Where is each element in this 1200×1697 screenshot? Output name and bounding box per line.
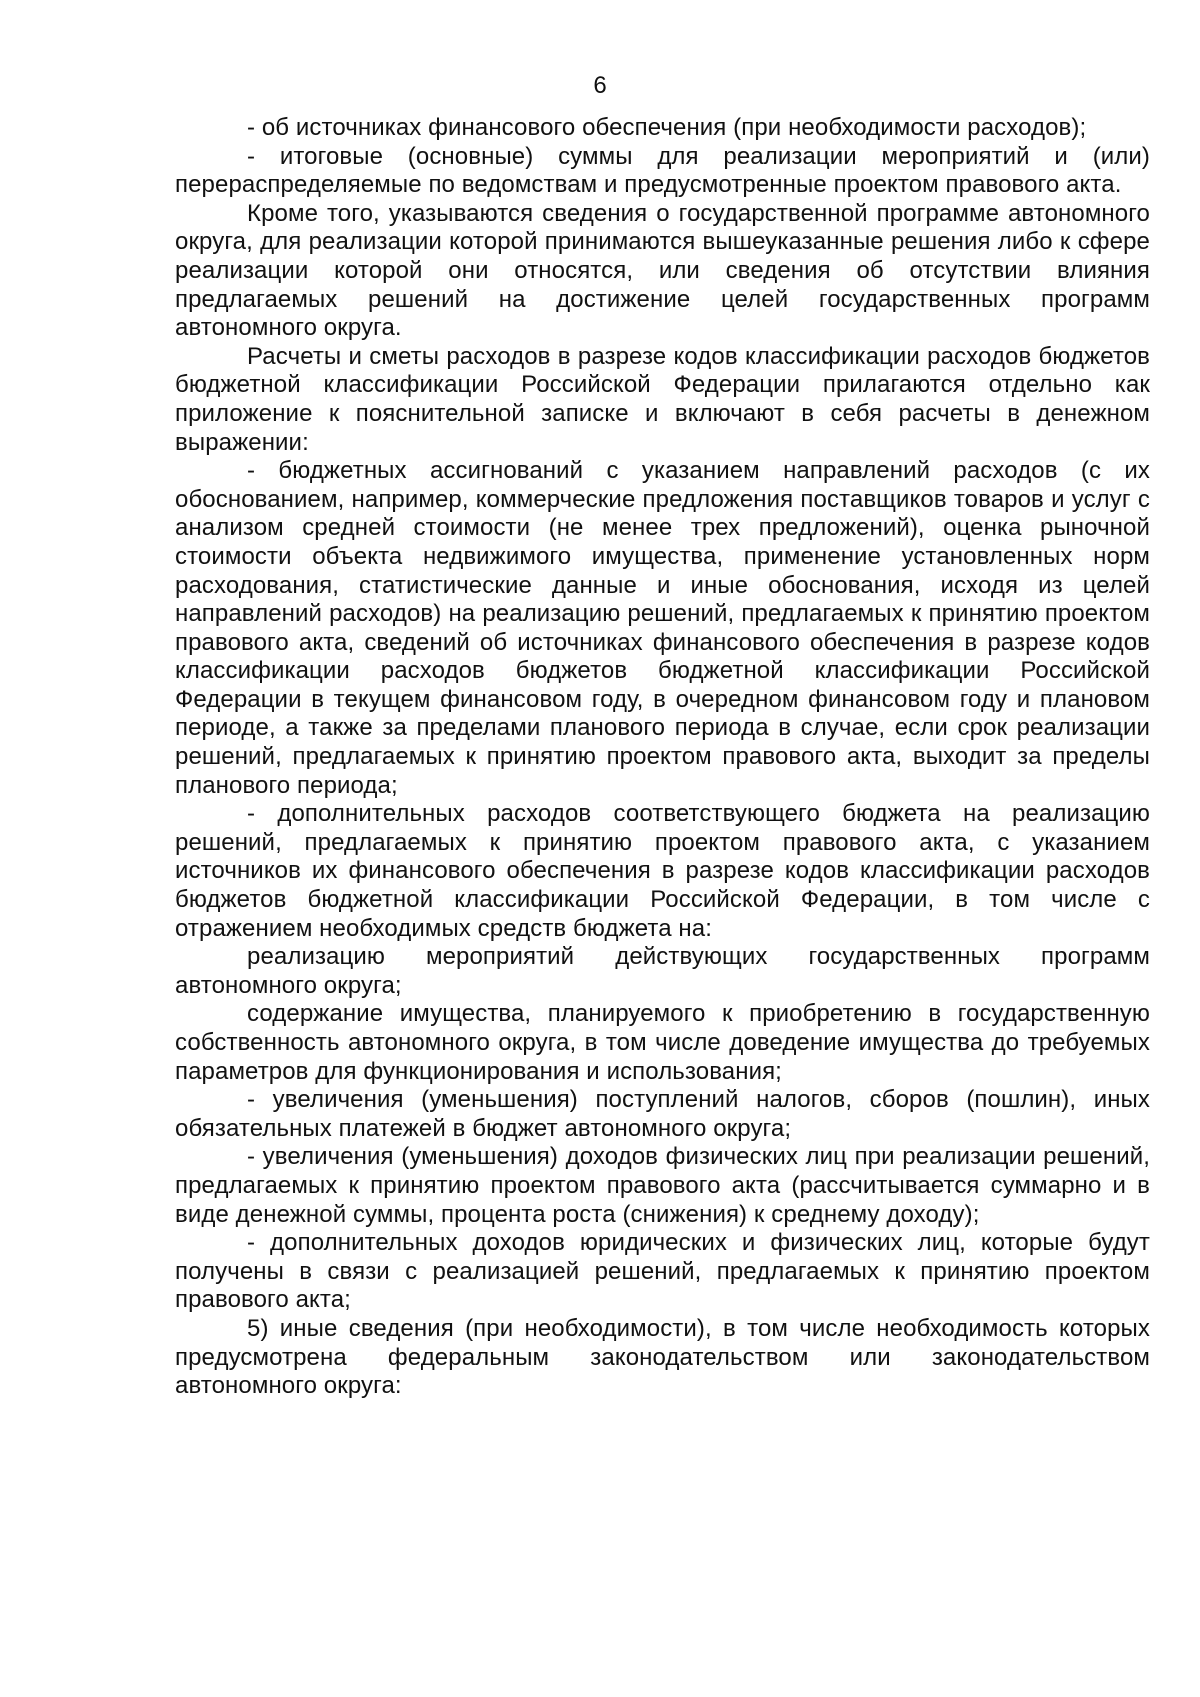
paragraph-other-information: 5) иные сведения (при необходимости), в том числе необходимость которых предусмотрена федеральным законодательством или законодательством автономного округа: [175,1314,1150,1400]
paragraph-individual-incomes: - увеличения (уменьшения) доходов физических лиц при реализации решений, предлагаемых к принятию проектом правового акта (рассчитывается суммарно и в виде денежной суммы, процента роста (снижения) к среднему доходу); [175,1143,1150,1228]
paragraph-additional-incomes: - дополнительных доходов юридических и физических лиц, которые будут получены в связи с реализацией решений, предлагаемых к принятию проектом правового акта; [175,1229,1150,1314]
paragraph-program-implementation: реализацию мероприятий действующих государственных программ автономного округа; [175,943,1150,999]
paragraph-additional-expenses: - дополнительных расходов соответствующего бюджета на реализацию решений, предлагаемых к принятию проектом правового акта, с указанием источников их финансового обеспечения в разрезе кодов классификации расходов бюджетов бюджетной классификации Российской Федерации, в том числе с отражением необходимых средств бюджета на: [175,800,1150,942]
document-body [175,114,1150,1401]
paragraph-tax-revenues: - увеличения (уменьшения) поступлений налогов, сборов (пошлин), иных обязательных платежей в бюджет автономного округа; [175,1086,1150,1142]
paragraph-state-program-info: Кроме того, указываются сведения о государственной программе автономного округа, для реализации которой принимаются вышеуказанные решения либо к сфере реализации которой они относятся, или сведения об отсутствии влияния предлагаемых решений на достижение целей государственных программ автономного округа. [175,199,1150,342]
paragraph-property-maintenance: содержание имущества, планируемого к приобретению в государственную собственность автономного округа, в том числе доведение имущества до требуемых параметров для функционирования и использования; [175,1000,1150,1085]
paragraph-funding-sources: - об источниках финансового обеспечения (при необходимости расходов); [247,114,1087,141]
page-number: 6 [593,72,607,99]
paragraph-calculations-estimates: Расчеты и сметы расходов в разрезе кодов классификации расходов бюджетов бюджетной классификации Российской Федерации прилагаются отдельно как приложение к пояснительной записке и включают в себя расчеты в денежном выражении: [175,342,1150,456]
paragraph-total-sums: - итоговые (основные) суммы для реализации мероприятий и (или) перераспределяемые по ведомствам и предусмотренные проектом правового акта. [175,142,1150,199]
paragraph-budget-allocations: - бюджетных ассигнований с указанием направлений расходов (с их обоснованием, например, коммерческие предложения поставщиков товаров и услуг с анализом средней стоимости (не менее трех предложений), оценка рыночной стоимости объекта недвижимого имущества, применение установленных норм расходования, статистические данные и иные обоснования, исходя из целей направлений расходов) на реализацию решений, предлагаемых к принятию проектом правового акта, сведений об источниках финансового обеспечения в разрезе кодов классификации расходов бюджетов бюджетной классификации Российской Федерации в текущем финансовом году, в очередном финансовом году и плановом периоде, а также за пределами планового периода в случае, если срок реализации решений, предлагаемых к принятию проектом правового акта, выходит за пределы планового периода; [175,457,1150,799]
